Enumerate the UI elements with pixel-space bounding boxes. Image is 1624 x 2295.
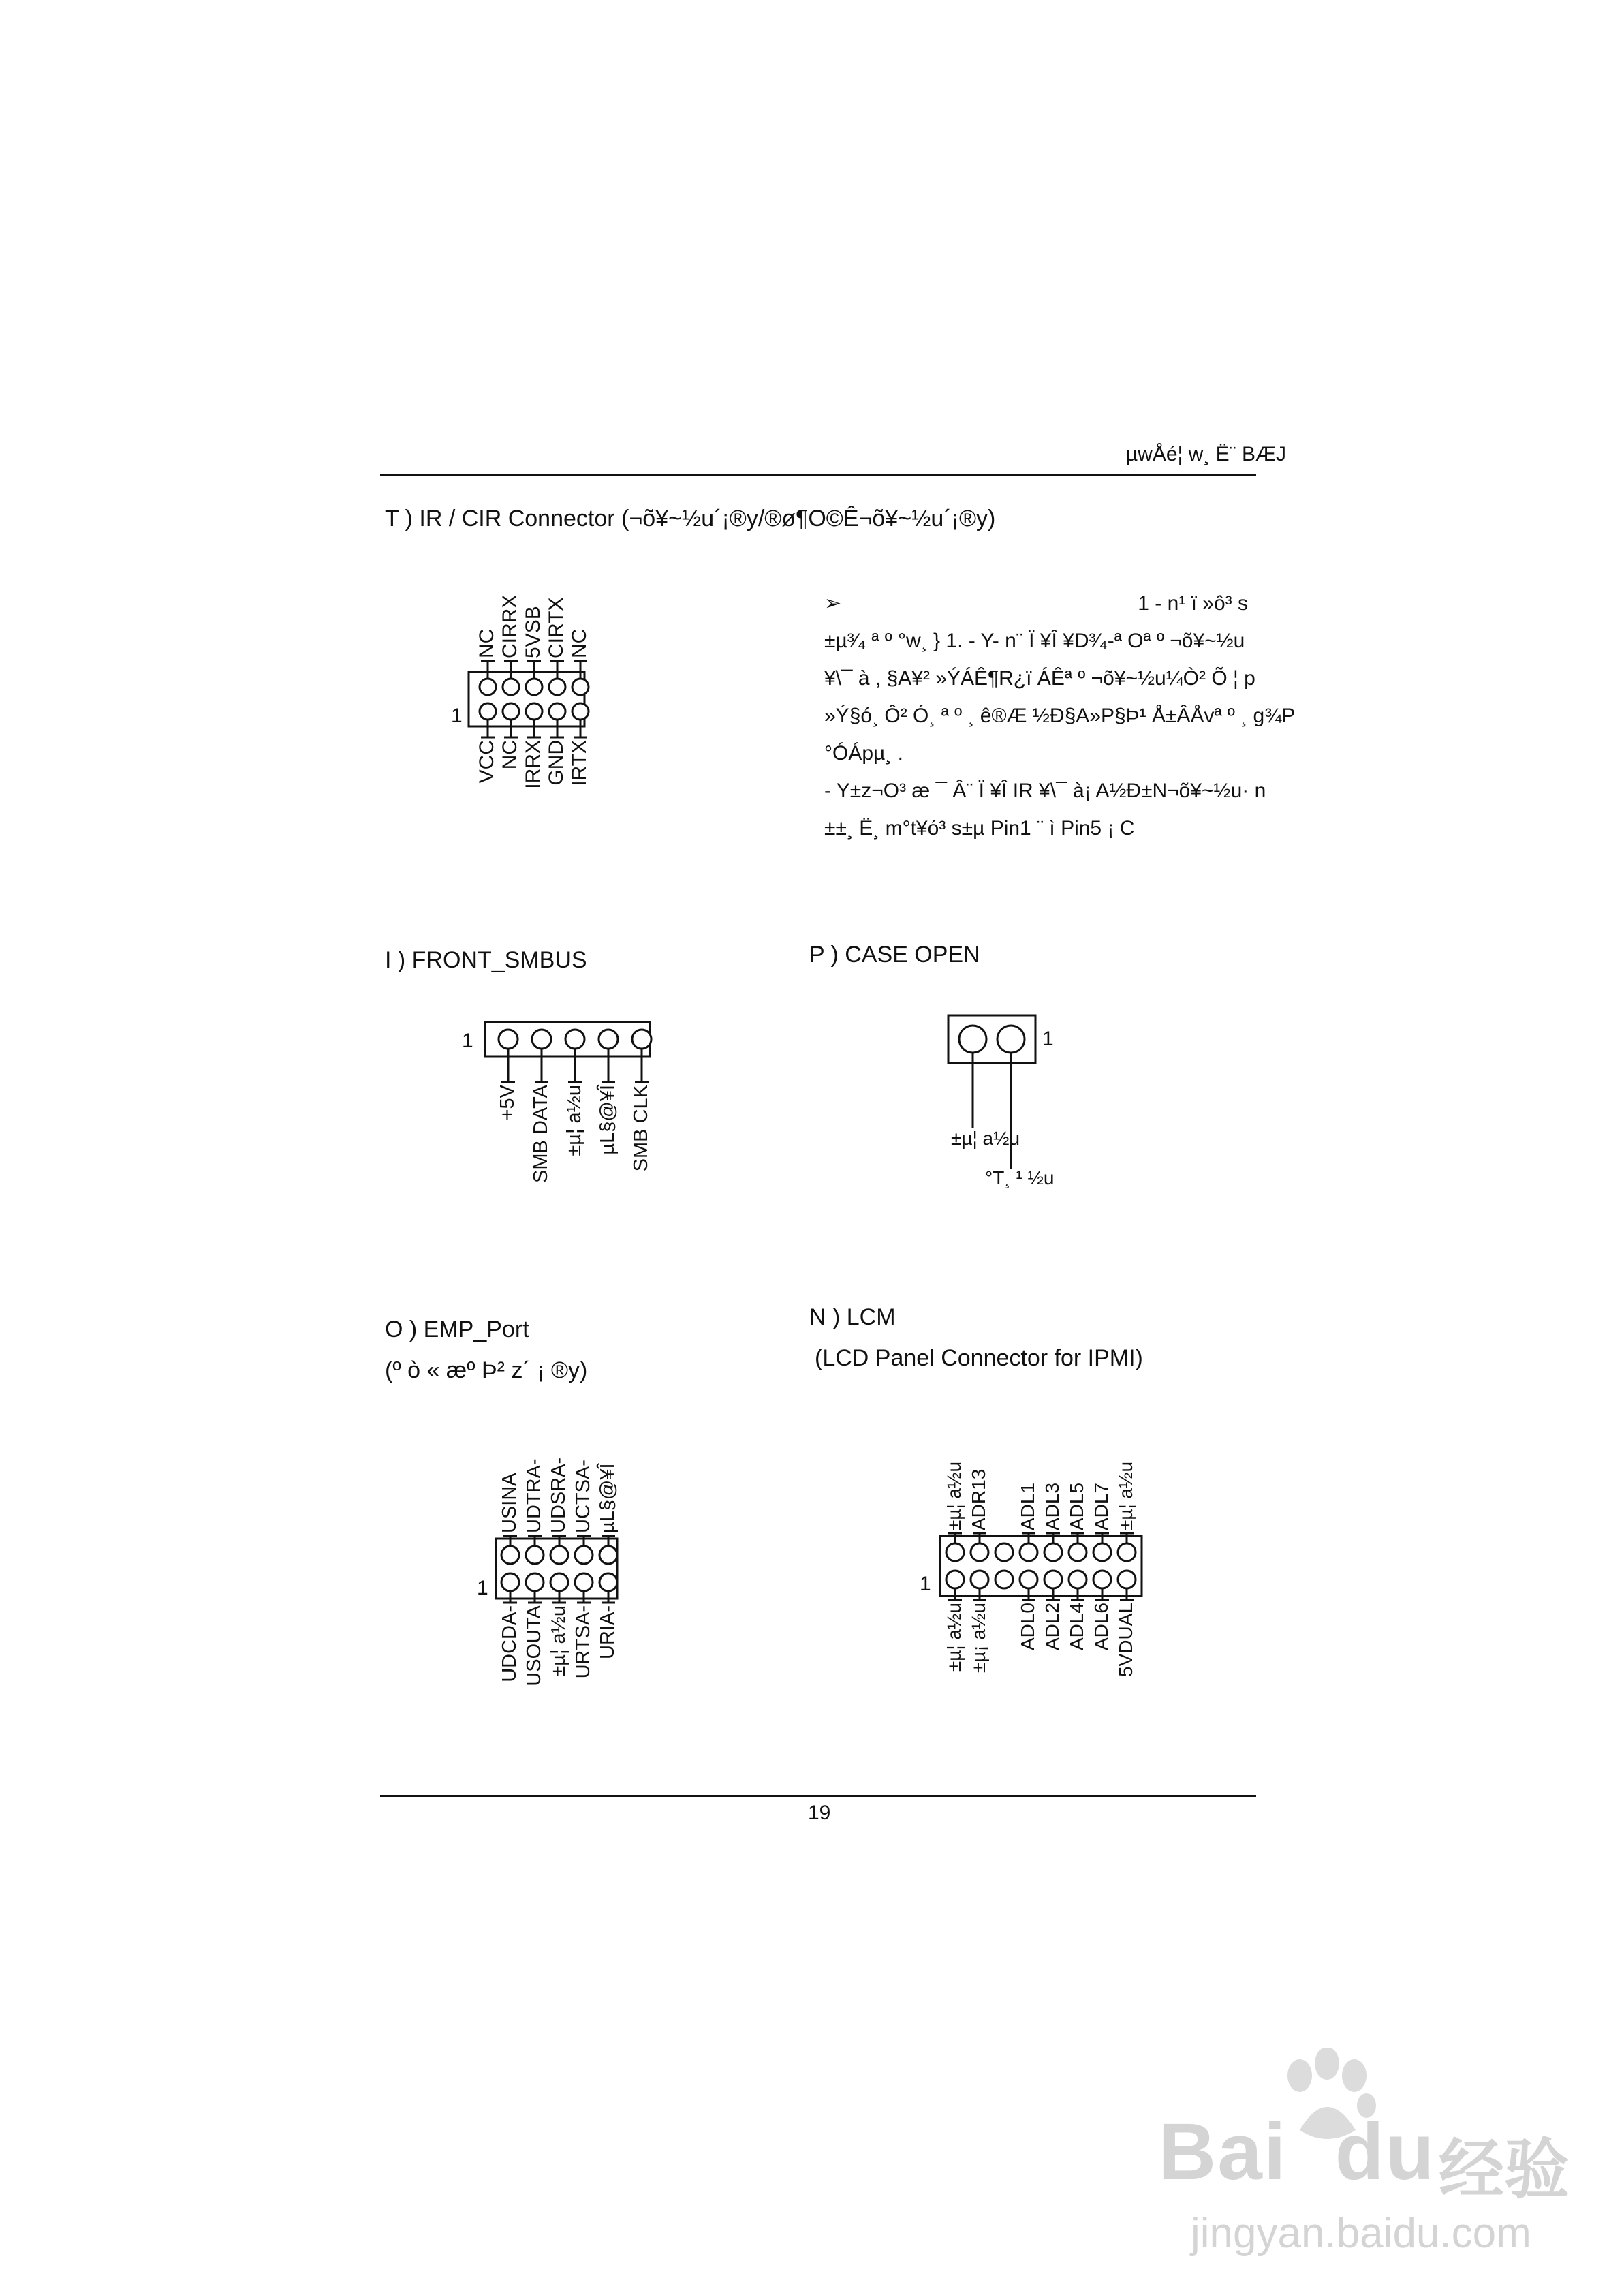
case-pin-1 [959,1026,986,1053]
lcm-label-top-5: ADL5 [1066,1482,1087,1530]
case-connector-diagram [940,1008,1117,1192]
ir-note-line-6: ±±¸ Ë¸ m°t¥ó³ s±µ Pin1 ¨ ì Pin5 ¡ C [824,817,1135,840]
ir-pin-bottom-1 [503,703,519,720]
emp-pin-bottom-4 [599,1573,617,1591]
emp-pin-top-0 [501,1546,519,1564]
ir-label-bottom-0: VCC [475,740,498,784]
ir-label-bottom-2: IRRX [522,740,544,789]
case-pin-2 [997,1026,1025,1053]
case-pin1-label: 1 [1042,1028,1054,1050]
lcm-pin-top-0 [946,1543,964,1561]
running-header: µwÅé¦ w¸ Ë¨ BÆJ [1125,443,1286,465]
emp-label-bottom-2: ±µ¦ a½u [548,1605,569,1677]
smbus-label-0: +5V [497,1085,518,1121]
ir-connector-diagram [436,566,613,838]
emp-label-top-3: UCTSA- [572,1460,594,1533]
emp-label-bottom-0: UDCDA- [499,1605,520,1682]
smbus-pin-0 [499,1030,518,1049]
lcm-pin-bottom-6 [1093,1571,1111,1588]
lcm-label-top-0: ±µ¦ a½u [943,1461,965,1530]
smbus-section-title: I ) FRONT_SMBUS [385,947,587,973]
emp-pin-bottom-0 [501,1573,519,1591]
emp-label-bottom-3: URTSA- [572,1605,594,1679]
header-rule [380,474,1256,476]
emp-pin-bottom-3 [575,1573,593,1591]
lcm-section-title: N ) LCM [809,1304,896,1330]
lcm-pin-bottom-5 [1069,1571,1087,1588]
smbus-pin-3 [599,1030,618,1049]
emp-label-top-0: USINA [499,1473,520,1533]
emp-label-top-1: UDTRA- [523,1458,545,1533]
lcm-connector-diagram [913,1431,1158,1710]
watermark-brand-b: du [1334,2107,1436,2197]
smbus-label-3: µL§@¥Î [597,1085,619,1155]
ir-label-top-0: NC [475,628,498,658]
emp-pin1-label: 1 [477,1577,488,1599]
ir-label-top-3: CIRTX [545,597,567,658]
ir-pin-top-3 [549,679,565,695]
lcm-label-bottom-5: ADL4 [1066,1603,1087,1651]
baidu-watermark [1158,2058,1580,2262]
emp-pin-top-3 [575,1546,593,1564]
page-number: 19 [808,1802,831,1824]
lcm-pin-top-3 [1020,1543,1037,1561]
ir-note-line-5: - Y±z¬O³ æ ¯ Â¨ Ï ¥Î IR ¥\¯ à¡ A½Ð±N¬õ¥~½u· n [824,780,1266,802]
emp-label-bottom-1: USOUTA [523,1605,545,1686]
smbus-pin-1 [532,1030,551,1049]
smbus-pin1-label: 1 [462,1030,473,1052]
lcm-label-bottom-4: ADL2 [1042,1603,1063,1651]
ir-note-line-2: ¥\¯ à , §A¥² »ÝÁÊ¶R¿ï ÁÊª º ¬õ¥~½u¼Ò² Õ ¦ p [824,667,1255,690]
smbus-label-4: SMB CLK [630,1085,652,1172]
emp-label-bottom-4: URIA- [597,1605,619,1659]
smbus-connector-diagram [456,1008,661,1192]
lcm-label-bottom-7: 5VDUAL [1115,1603,1136,1677]
lcm-label-top-7: ±µ¦ a½u [1115,1461,1136,1530]
lcm-pin-top-4 [1044,1543,1062,1561]
emp-pin-top-1 [526,1546,544,1564]
footer-rule [380,1795,1256,1797]
emp-connector-diagram [470,1431,647,1710]
emp-pin-top-4 [599,1546,617,1564]
emp-label-top-4: µL§@¥Î [597,1463,619,1533]
lcm-pin-bottom-7 [1118,1571,1136,1588]
note-arrow-icon: ➢ [824,592,842,615]
lcm-label-bottom-0: ±µ¦ a½u [943,1603,965,1672]
lcm-pin-bottom-0 [946,1571,964,1588]
emp-section-title: O ) EMP_Port [385,1316,529,1342]
ir-pin-top-2 [526,679,542,695]
lcm-pin-top-7 [1118,1543,1136,1561]
ir-pin-bottom-0 [480,703,496,720]
lcm-label-bottom-1: ±µ¡ a½u [968,1603,989,1674]
ir-note-line-4: °ÓÁpµ¸ . [824,742,903,765]
lcm-pin-bottom-1 [971,1571,988,1588]
ir-pin-top-4 [572,679,589,695]
ir-section-title: T ) IR / CIR Connector (¬õ¥~½u´¡®y/®ø¶O©Ê¬õ¥~½u´¡®y) [385,506,996,532]
ir-label-bottom-1: NC [499,740,521,770]
ir-pin1-label: 1 [451,705,463,727]
ir-note-line-0: ➢ 1 - n¹ ï »ô³ s [824,585,1260,622]
ir-label-bottom-3: GND [545,740,567,786]
lcm-label-top-4: ADL3 [1042,1482,1063,1530]
emp-label-top-2: UDSRA- [548,1457,569,1533]
ir-note-line-3: »Ý§ó¸ Ô² Ó¸ ª º ¸ ê®Æ ½Ð§A»P§Þ¹ Å±ÂÅvª º ¸ g¾P [824,705,1296,727]
lcm-pin-bottom-3 [1020,1571,1037,1588]
smbus-label-1: SMB DATA [530,1085,552,1183]
lcm-label-bottom-3: ADL0 [1017,1603,1038,1651]
smbus-pin-4 [632,1030,651,1049]
lcm-label-top-3: ADL1 [1017,1482,1038,1530]
lcm-pin-top-2 [995,1543,1013,1561]
lcm-pin-bottom-2 [995,1571,1013,1588]
case-section-title: P ) CASE OPEN [809,942,980,968]
emp-pin-top-2 [550,1546,568,1564]
watermark-url: jingyan.baidu.com [1191,2210,1531,2257]
lcm-pin-top-1 [971,1543,988,1561]
ir-note-line-1: ±µ³⁄₄ ª º °w¸ } 1. - Y- n¨ Ï ¥Î ¥D³⁄₄-ª Oª º ¬õ¥~½u [824,630,1245,652]
lcm-pin1-label: 1 [920,1573,931,1595]
ir-label-top-2: 5VSB [522,606,544,658]
lcm-pin-top-5 [1069,1543,1087,1561]
ir-label-top-4: NC [568,628,591,658]
ir-label-bottom-4: IRTX [568,740,591,786]
lcm-label-top-1: ADR13 [968,1468,989,1530]
ir-note [824,585,1296,847]
emp-pin-bottom-1 [526,1573,544,1591]
ir-label-top-1: CIRRX [499,594,521,658]
lcm-section-subtitle: (LCD Panel Connector for IPMI) [815,1345,1143,1371]
lcm-pin-top-6 [1093,1543,1111,1561]
ir-pin-bottom-4 [572,703,589,720]
emp-section-subtitle: (º ò « æº Þ² z´ ¡ ®y) [385,1357,588,1383]
emp-pin-bottom-2 [550,1573,568,1591]
case-label-1: °T¸ ¹ ½u [985,1167,1055,1188]
watermark-brand-a: Bai [1158,2107,1287,2197]
smbus-label-2: ±µ¦ a½u [563,1085,585,1156]
lcm-pin-bottom-4 [1044,1571,1062,1588]
case-label-0: ±µ¦ a½u [951,1128,1020,1149]
smbus-pin-2 [565,1030,584,1049]
ir-pin-top-1 [503,679,519,695]
ir-pin-bottom-2 [526,703,542,720]
lcm-label-top-6: ADL7 [1091,1482,1112,1530]
ir-pin-bottom-3 [549,703,565,720]
ir-pin-top-0 [480,679,496,695]
lcm-connector-outline [940,1536,1142,1596]
watermark-brand-cn: 经验 [1439,2131,1570,2208]
lcm-label-bottom-6: ADL6 [1091,1603,1112,1651]
